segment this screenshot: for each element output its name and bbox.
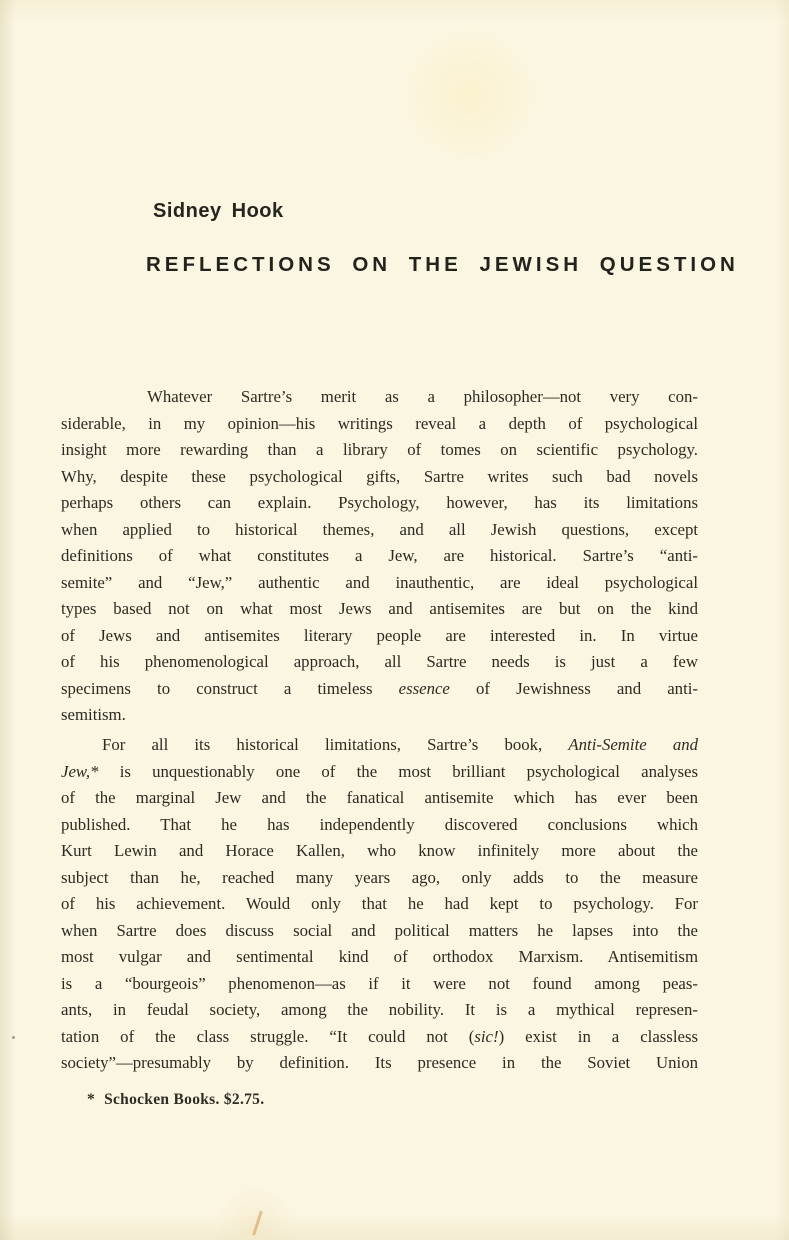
line-text: ants, in feudal society, among the nobility. It is a mythical represen-	[61, 1000, 698, 1019]
text-line	[61, 437, 698, 464]
line-text: most vulgar and sentimental kind of orthodox Marxism. Antisemitism	[61, 947, 698, 966]
text-line	[61, 918, 698, 945]
italic-text: essence	[398, 678, 450, 698]
line-text: specimens to construct a timeless	[61, 678, 399, 698]
line-text: ) exist in a classless	[498, 1026, 698, 1046]
line-text: when Sartre does discuss social and political matters he lapses into the	[61, 920, 698, 940]
line-text: of his achievement. Would only that he had kept to psychology. For	[61, 894, 698, 913]
text-line	[61, 649, 698, 676]
line-text: semite” and “Jew,” authentic and inauthentic, are ideal psychological	[61, 572, 698, 592]
line-text: Why, despite these psychological gifts, Sartre writes such bad novels	[61, 466, 698, 486]
line-text: Whatever Sartre’s merit as a philosopher—not very con-	[147, 387, 698, 406]
line-text: published. That he has independently discovered conclusions which	[61, 814, 698, 834]
line-text: semitism.	[61, 705, 126, 724]
line-text: when applied to historical themes, and all Jewish questions, except	[61, 519, 698, 539]
text-line	[61, 785, 698, 812]
line-text: subject than he, reached many years ago, only adds to the measure	[61, 867, 698, 887]
text-line	[61, 517, 698, 544]
text-line	[61, 702, 698, 729]
line-text: of his phenomenological approach, all Sartre needs is just a few	[61, 652, 698, 671]
line-text: of Jews and antisemites literary people are interested in. In virtue	[61, 625, 698, 645]
line-text: of Jewishness and anti-	[449, 678, 698, 698]
line-text: tation of the class struggle. “It could not (	[61, 1026, 475, 1046]
text-line	[61, 411, 698, 438]
italic-text: Jew,*	[61, 761, 99, 781]
line-text: of the marginal Jew and the fanatical antisemite which has ever been	[61, 788, 698, 807]
text-line	[61, 384, 698, 411]
text-line	[61, 997, 698, 1024]
text-line	[61, 944, 698, 971]
text-line	[61, 759, 698, 786]
text-line	[61, 838, 698, 865]
footnote-text: Schocken Books. $2.75.	[104, 1091, 265, 1108]
ink-speck	[12, 1036, 15, 1039]
line-text: types based not on what most Jews and antisemites are but on the kind	[61, 599, 698, 618]
line-text: society”—presumably by definition. Its presence in the Soviet Union	[61, 1053, 698, 1072]
text-line	[61, 676, 698, 703]
text-block	[61, 384, 698, 1077]
text-line	[61, 1024, 698, 1051]
text-line	[61, 865, 698, 892]
text-line	[61, 971, 698, 998]
line-text: Kurt Lewin and Horace Kallen, who know infinitely more about the	[61, 841, 698, 860]
text-line	[61, 490, 698, 517]
text-line	[61, 623, 698, 650]
author-name: Sidney Hook	[153, 200, 284, 222]
paragraph-2	[61, 732, 698, 1077]
paragraph-1	[61, 384, 698, 729]
text-line	[61, 891, 698, 918]
text-line	[61, 570, 698, 597]
footnote-asterisk: *	[87, 1091, 96, 1108]
text-line	[61, 812, 698, 839]
footnote	[87, 1091, 264, 1109]
line-text: insight more rewarding than a library of tomes on scientific psychology.	[61, 440, 698, 459]
line-text: For all its historical limitations, Sartre’s book,	[102, 735, 569, 754]
line-text: siderable, in my opinion—his writings reveal a depth of psychological	[61, 413, 698, 433]
text-line	[61, 543, 698, 570]
italic-text: sic!	[474, 1026, 499, 1046]
line-text: is unquestionably one of the most brilliant psychological analyses	[98, 761, 698, 781]
line-text: definitions of what constitutes a Jew, are historical. Sartre’s “anti-	[61, 546, 698, 565]
line-text: perhaps others can explain. Psychology, however, has its limitations	[61, 493, 698, 512]
text-line	[61, 464, 698, 491]
italic-text: Anti-Semite and	[568, 735, 698, 754]
text-line	[61, 732, 698, 759]
text-line	[61, 1050, 698, 1077]
text-line	[61, 596, 698, 623]
pen-slash-mark	[252, 1210, 262, 1236]
page-title: REFLECTIONS ON THE JEWISH QUESTION	[146, 253, 739, 276]
line-text: is a “bourgeois” phenomenon—as if it were not found among peas-	[61, 973, 698, 993]
